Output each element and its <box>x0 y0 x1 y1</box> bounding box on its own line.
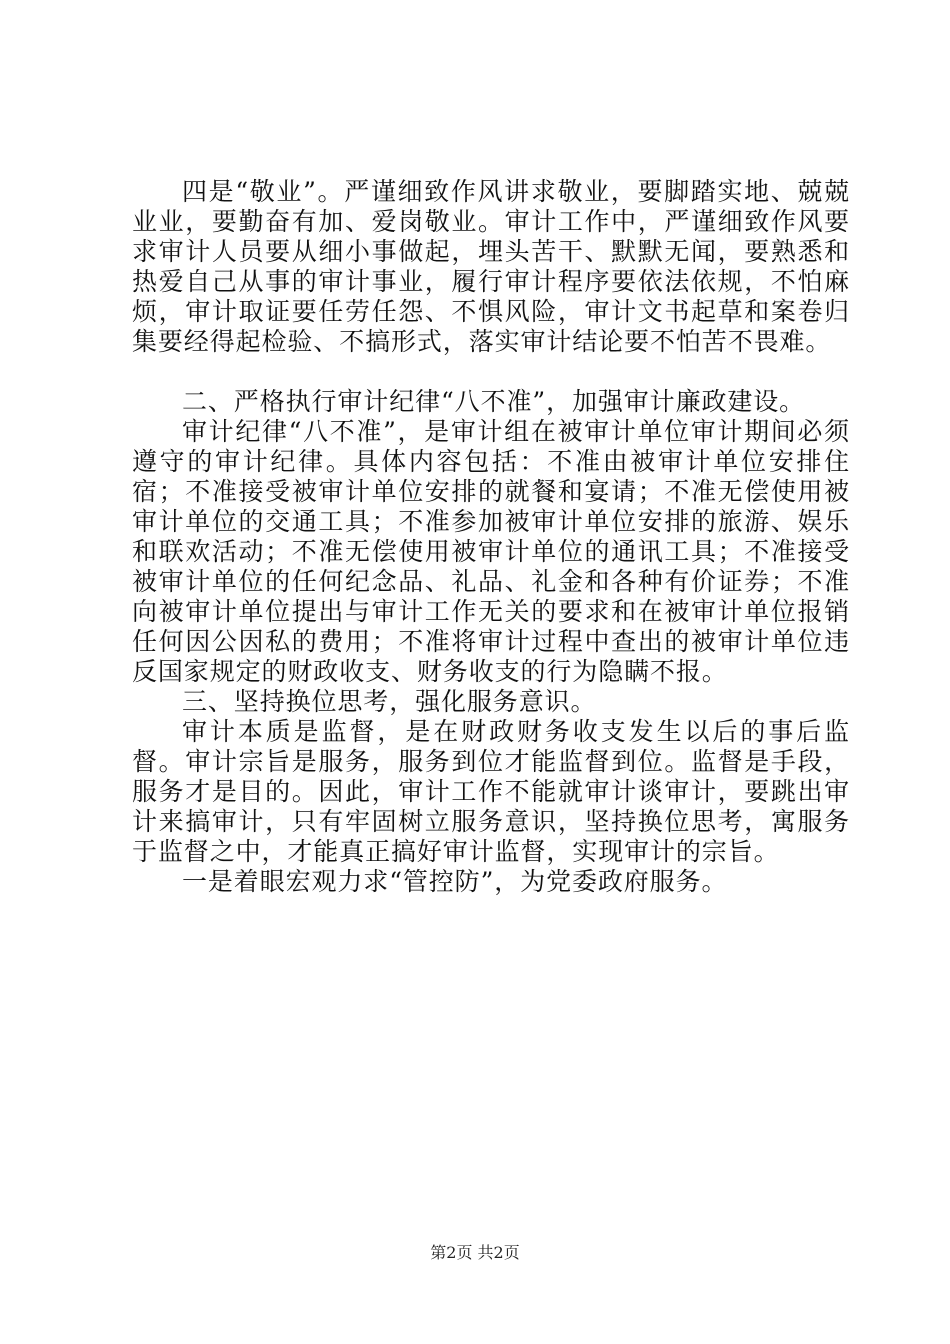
paragraph-eight-rules: 审计纪律“八不准”，是审计组在被审计单位审计期间必须遵守的审计纪律。具体内容包括：不准由被审计单位安排住宿；不准接受被审计单位安排的就餐和宴请；不准无偿使用被审计单位的交通工具；不准参加被审计单位安排的旅游、娱乐和联欢活动；不准无偿使用被审计单位的通讯工具；不准接受被审计单位的任何纪念品、礼品、礼金和各种有价证券；不准向被审计单位提出与审计工作无关的要求和在被审计单位报销任何因公因私的费用；不准将审计过程中查出的被审计单位违反国家规定的财政收支、财务收支的行为隐瞒不报。 <box>132 417 850 686</box>
paragraph-audit-nature: 审计本质是监督，是在财政财务收支发生以后的事后监督。审计宗旨是服务，服务到位才能监督到位。监督是手段，服务才是目的。因此，审计工作不能就审计谈审计，要跳出审计来搞审计，只有牢固树立服务意识，坚持换位思考，寓服务于监督之中，才能真正搞好审计监督，实现审计的宗旨。 <box>132 717 850 866</box>
paragraph-macro-focus: 一是着眼宏观力求“管控防”，为党委政府服务。 <box>182 867 728 896</box>
document-body <box>132 177 850 897</box>
section-heading-service: 三、坚持换位思考，强化服务意识。 <box>182 687 597 716</box>
paragraph-dedication: 四是“敬业”。严谨细致作风讲求敬业，要脚踏实地、兢兢业业，要勤奋有加、爱岗敬业。审计工作中，严谨细致作风要求审计人员要从细小事做起，埋头苦干、默默无闻，要熟悉和热爱自己从事的审计事业，履行审计程序要依法依规，不怕麻烦，审计取证要任劳任怨、不惧风险，审计文书起草和案卷归集要经得起检验、不搞形式，落实审计结论要不怕苦不畏难。 <box>132 177 850 356</box>
section-heading-discipline: 二、严格执行审计纪律“八不准”，加强审计廉政建设。 <box>182 387 806 416</box>
page-number-footer: 第2页 共2页 <box>430 1243 520 1262</box>
